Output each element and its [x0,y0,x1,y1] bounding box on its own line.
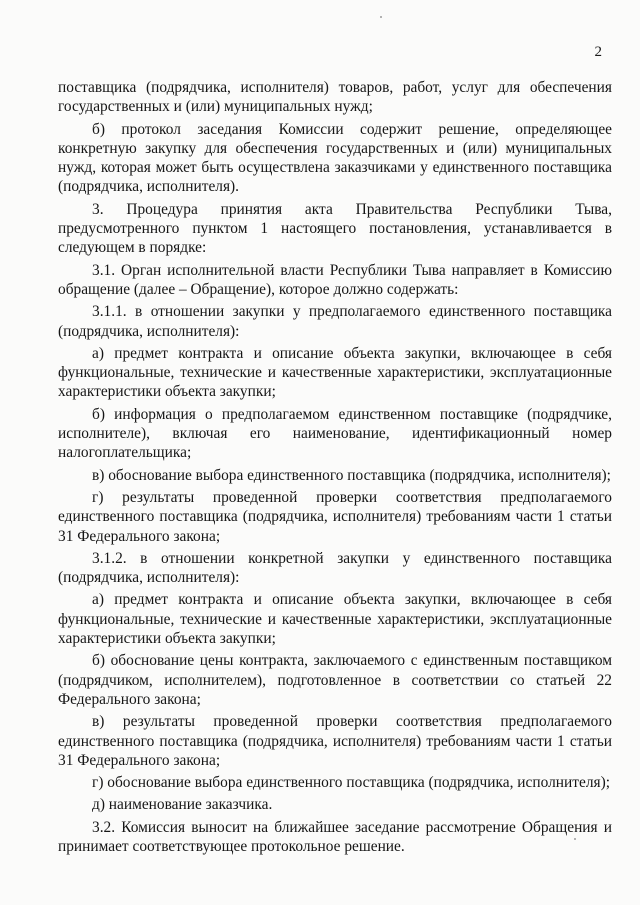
paragraph-section-3-2: 3.2. Комиссия выносит на ближайшее заседание рассмотрение Обращения и принимает соответствующее протокольное решение. [58,818,612,855]
paragraph-continuation: поставщика (подрядчика, исполнителя) товаров, работ, услуг для обеспечения государственных и (или) муниципальных нужд; [58,79,612,116]
paragraph-3-1-1-b: б) информация о предполагаемом единственном поставщике (подрядчике, исполнителе), включая его наименование, идентификационный номер налогоплательщика; [58,405,612,462]
paragraph-3-1-2-g: г) обоснование выбора единственного поставщика (подрядчика, исполнителя); [92,774,610,792]
scan-speck [574,838,576,840]
paragraph-3-1-1-v: в) обоснование выбора единственного поставщика (подрядчика, исполнителя); [92,466,611,484]
page-number: 2 [594,44,602,60]
scan-speck [380,16,382,18]
paragraph-3-1-1-a: а) предмет контракта и описание объекта закупки, включающее в себя функциональные, технические и качественные характеристики, эксплуатационные характеристики объекта закупки; [58,344,612,401]
paragraph-section-3-1-1: 3.1.1. в отношении закупки у предполагаемого единственного поставщика (подрядчика, исполнителя): [58,303,612,340]
paragraph-3-1-2-v: в) результаты проведенной проверки соответствия предполагаемого единственного поставщика (подрядчика, исполнителя) требованиям части 1 статьи 31 Федерального закона; [58,713,612,769]
document-body [58,78,612,859]
paragraph-3-1-2-d: д) наименование заказчика. [92,796,273,814]
paragraph-section-3: 3. Процедура принятия акта Правительства Республики Тыва, предусмотренного пунктом 1 настоящего постановления, устанавливается в следующем в порядке: [58,200,612,257]
paragraph-3-1-2-b: б) обоснование цены контракта, заключаемого с единственным поставщиком (подрядчиком, исполнителем), подготовленное в соответствии со статьей 22 Федерального закона; [58,652,612,708]
paragraph-item-b-protocol: б) протокол заседания Комиссии содержит решение, определяющее конкретную закупку для обеспечения государственных и (или) муниципальных нужд, которая может быть осуществлена заказчиками у единственного поставщика (подрядчика, исполнителя). [58,120,612,196]
paragraph-3-1-1-g: г) результаты проведенной проверки соответствия предполагаемого единственного поставщика (подрядчика, исполнителя) требованиям части 1 статьи 31 Федерального закона; [58,488,612,545]
paragraph-section-3-1: 3.1. Орган исполнительной власти Республики Тыва направляет в Комиссию обращение (далее – Обращение), которое должно содержать: [58,261,612,298]
paragraph-section-3-1-2: 3.1.2. в отношении конкретной закупки у единственного поставщика (подрядчика, исполнителя): [58,549,612,587]
paragraph-3-1-2-a: а) предмет контракта и описание объекта закупки, включающее в себя функциональные, технические и качественные характеристики, эксплуатационные характеристики объекта закупки; [58,591,612,648]
